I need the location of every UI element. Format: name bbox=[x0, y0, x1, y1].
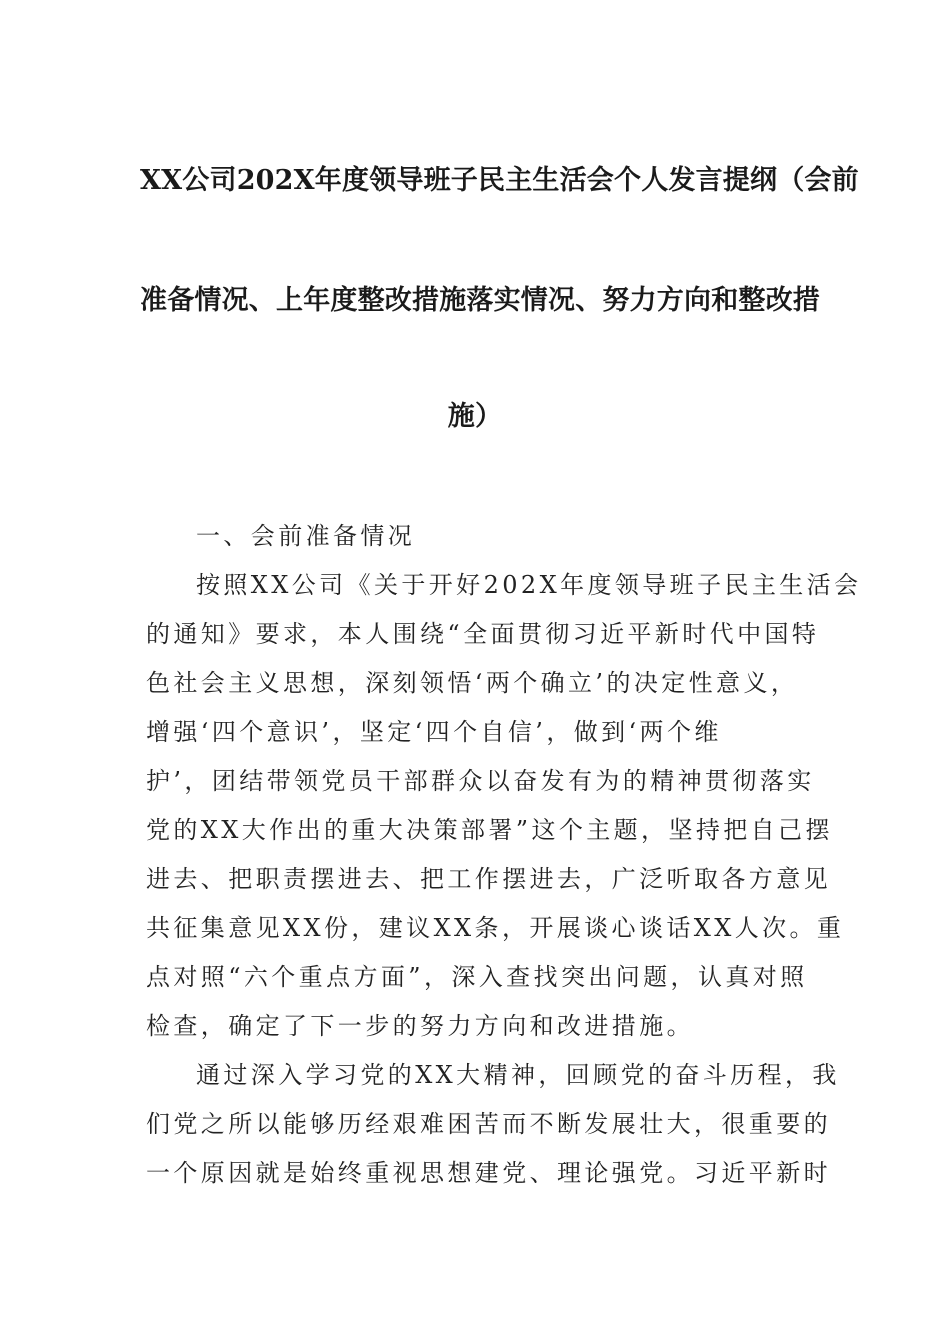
paragraph-line: 点对照“六个重点方面”，深入查找突出问题，认真对照 bbox=[146, 963, 808, 991]
title-line-2: 准备情况、上年度整改措施落实情况、努力方向和整改措 bbox=[140, 285, 820, 316]
paragraph-line: 们党之所以能够历经艰难困苦而不断发展壮大，很重要的 bbox=[146, 1110, 831, 1138]
paragraph-line: 共征集意见XX份，建议XX条，开展谈心谈话XX人次。重 bbox=[146, 914, 845, 942]
section-heading: 一、会前准备情况 bbox=[196, 522, 416, 550]
paragraph-line: 检查，确定了下一步的努力方向和改进措施。 bbox=[146, 1012, 694, 1040]
paragraph-line: 通过深入学习党的XX大精神，回顾党的奋斗历程，我 bbox=[196, 1061, 840, 1089]
paragraph-line: 进去、把职责摆进去、把工作摆进去，广泛听取各方意见 bbox=[146, 865, 831, 893]
title-line-3: 施） bbox=[447, 401, 503, 432]
paragraph-line: 色社会主义思想，深刻领悟‘两个确立’的决定性意义， bbox=[146, 669, 799, 697]
paragraph-line: 党的XX大作出的重大决策部署”这个主题，坚持把自己摆 bbox=[146, 816, 833, 844]
paragraph-line: 的通知》要求，本人围绕“全面贯彻习近平新时代中国特 bbox=[146, 620, 820, 648]
paragraph-line: 增强‘四个意识’，坚定‘四个自信’，做到‘两个维 bbox=[146, 718, 722, 746]
paragraph-line: 护’，团结带领党员干部群众以奋发有为的精神贯彻落实 bbox=[146, 767, 815, 795]
title-line-1: XX公司202X年度领导班子民主生活会个人发言提纲（会前 bbox=[140, 165, 859, 196]
paragraph-line: 按照XX公司《关于开好202X年度领导班子民主生活会 bbox=[196, 571, 862, 599]
paragraph-line: 一个原因就是始终重视思想建党、理论强党。习近平新时 bbox=[146, 1159, 831, 1187]
